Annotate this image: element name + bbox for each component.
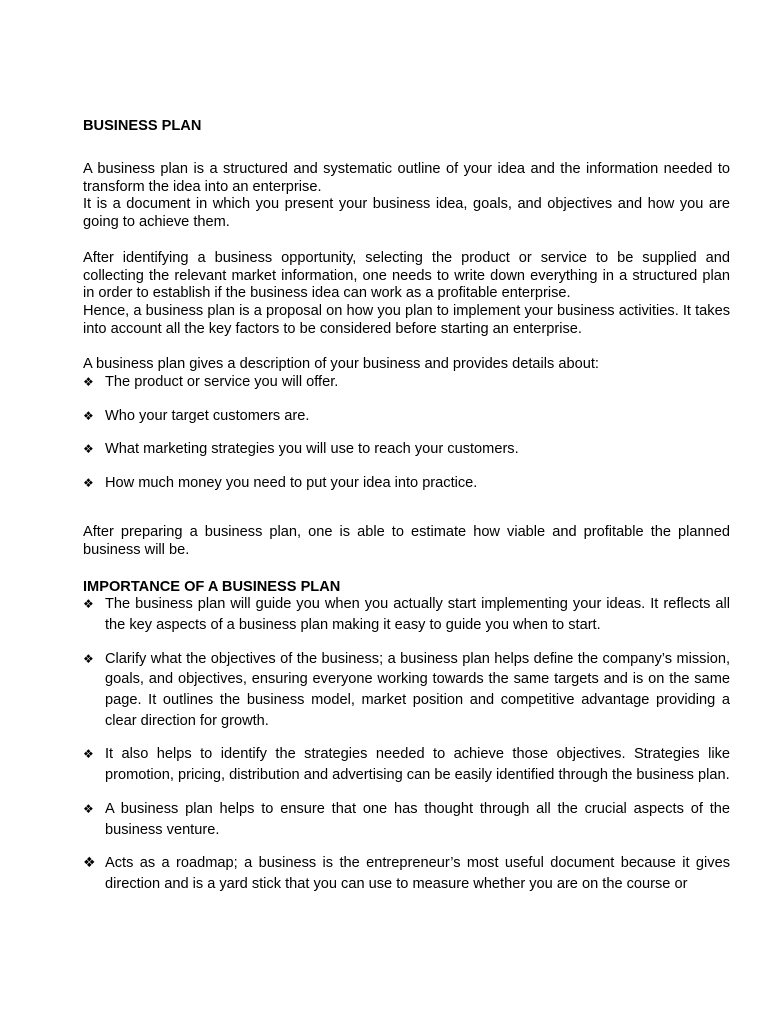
list-item bbox=[83, 594, 730, 635]
list-item bbox=[83, 853, 730, 894]
list-item bbox=[83, 649, 730, 732]
list-item-text: It also helps to identify the strategies needed to achieve those objectives. Strategies like promotion, pricing, distribution and advertising can be easily identified through the business plan. bbox=[105, 746, 730, 784]
importance-list bbox=[83, 594, 730, 894]
intro-paragraph-2: It is a document in which you present your business idea, goals, and objectives and how you are going to achieve them. bbox=[83, 196, 730, 231]
identifying-paragraph-1: After identifying a business opportunity, selecting the product or service to be supplied and collecting the relevant market information, one needs to write down everything in a structured plan in order to establish if the business idea can work as a profitable enterprise. bbox=[83, 249, 730, 302]
list-item bbox=[83, 408, 730, 425]
list-item-text: What marketing strategies you will use to reach your customers. bbox=[105, 441, 519, 458]
details-list bbox=[83, 374, 730, 492]
identifying-paragraph-2: Hence, a business plan is a proposal on how you plan to implement your business activities. It takes into account all the key factors to be considered before starting an enterprise. bbox=[83, 302, 730, 337]
list-item-text: Who your target customers are. bbox=[105, 407, 310, 424]
list-item bbox=[83, 475, 730, 492]
intro-paragraph-1: A business plan is a structured and systematic outline of your idea and the information needed to transform the idea into an enterprise. bbox=[83, 161, 730, 195]
list-item-text: How much money you need to put your idea into practice. bbox=[105, 474, 478, 491]
list-item-text: A business plan helps to ensure that one has thought through all the crucial aspects of the business venture. bbox=[105, 800, 730, 838]
list-item bbox=[83, 441, 730, 458]
document-title: BUSINESS PLAN bbox=[83, 118, 202, 134]
list-item-text: Acts as a roadmap; a business is the entrepreneur’s most useful document because it gives direction and is a yard stick that you can use to measure whether you are on the course or bbox=[105, 855, 730, 892]
list-item-text: The business plan will guide you when you actually start implementing your ideas. It reflects all the key aspects of a business plan making it easy to guide you when to start. bbox=[105, 596, 730, 633]
importance-heading: IMPORTANCE OF A BUSINESS PLAN bbox=[83, 579, 341, 596]
preparing-paragraph: After preparing a business plan, one is able to estimate how viable and profitable the planned business will be. bbox=[83, 523, 730, 558]
four-diamond-bullet-icon: ❖ bbox=[83, 408, 94, 423]
four-diamond-bullet-icon: ❖ bbox=[83, 475, 94, 490]
description-lead: A business plan gives a description of your business and provides details about: bbox=[83, 356, 599, 373]
four-diamond-bullet-icon: ❖ bbox=[83, 855, 96, 872]
four-diamond-bullet-icon: ❖ bbox=[83, 442, 94, 457]
identifying-section bbox=[83, 250, 730, 339]
document-page bbox=[83, 118, 730, 895]
intro-section bbox=[83, 161, 730, 232]
list-item bbox=[83, 374, 730, 391]
four-diamond-bullet-icon: ❖ bbox=[83, 747, 94, 762]
four-diamond-bullet-icon: ❖ bbox=[83, 597, 94, 612]
four-diamond-bullet-icon: ❖ bbox=[83, 651, 94, 666]
four-diamond-bullet-icon: ❖ bbox=[83, 801, 94, 816]
list-item bbox=[83, 744, 730, 785]
list-item-text: Clarify what the objectives of the business; a business plan helps define the company’s mission, goals, and objectives, ensuring everyone working towards the same targets and is on the same page. It outlines the business model, market position and competitive advantage providing a clear direction for growth. bbox=[105, 650, 730, 729]
list-item bbox=[83, 799, 730, 840]
four-diamond-bullet-icon: ❖ bbox=[83, 375, 94, 390]
list-item-text: The product or service you will offer. bbox=[105, 374, 339, 391]
